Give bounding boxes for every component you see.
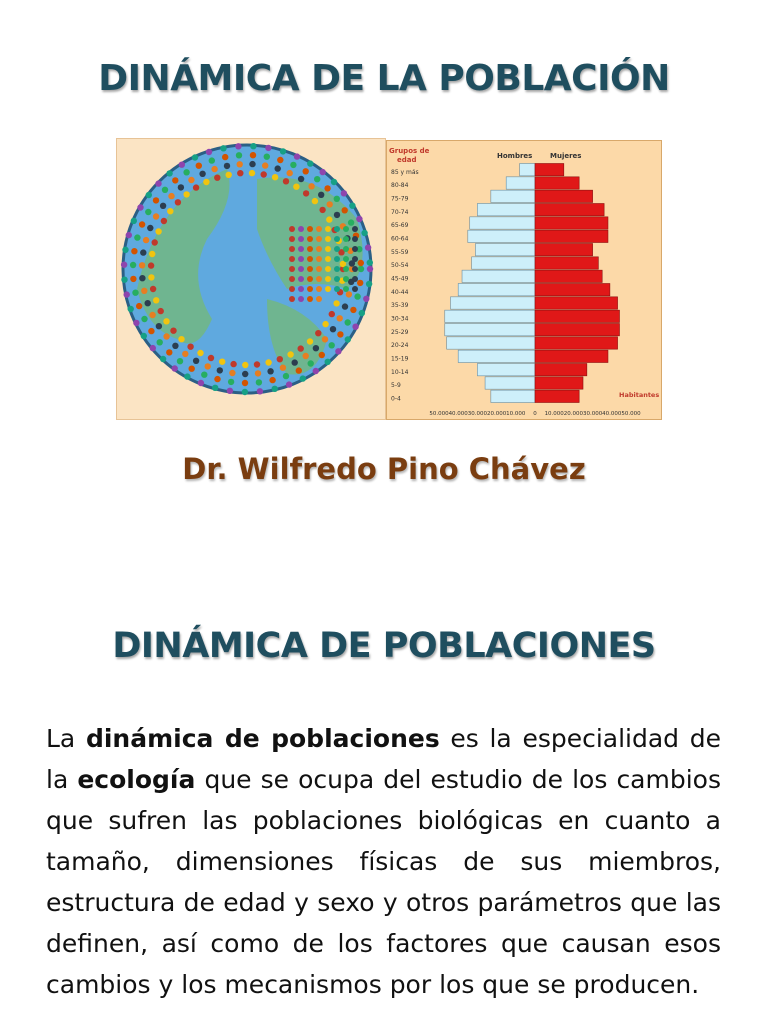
bar-women-20-24 bbox=[535, 337, 618, 349]
age-label: 40-44 bbox=[391, 288, 409, 296]
bar-women-70-74 bbox=[535, 204, 604, 216]
age-label: 15-19 bbox=[391, 355, 409, 363]
x-tick-label: 10.000 bbox=[506, 411, 526, 417]
bar-men-85-y-más bbox=[520, 164, 535, 176]
age-axis-title-line-2: edad bbox=[397, 156, 417, 164]
age-label: 50-54 bbox=[391, 262, 409, 270]
age-label: 60-64 bbox=[391, 235, 409, 243]
globe-people-icon bbox=[117, 139, 386, 420]
paragraph-text-1: La bbox=[46, 724, 86, 753]
age-label: 10-14 bbox=[391, 368, 409, 376]
bar-women-25-29 bbox=[535, 324, 619, 336]
bar-men-50-54 bbox=[472, 257, 535, 269]
x-tick-label: 30.000 bbox=[467, 411, 488, 417]
slide-definition bbox=[0, 560, 768, 1024]
x-tick-label: 0 bbox=[533, 411, 537, 417]
bar-men-60-64 bbox=[468, 230, 535, 242]
bar-men-0-4 bbox=[491, 390, 535, 402]
population-pyramid-chart bbox=[386, 140, 662, 420]
bar-women-15-19 bbox=[535, 350, 608, 362]
bar-men-15-19 bbox=[458, 350, 535, 362]
bar-men-80-84 bbox=[506, 177, 535, 189]
bar-men-65-69 bbox=[470, 217, 535, 229]
paragraph-bold-term-1: dinámica de poblaciones bbox=[85, 724, 440, 753]
age-label: 0-4 bbox=[391, 395, 401, 403]
bar-women-0-4 bbox=[535, 390, 579, 402]
bar-women-80-84 bbox=[535, 177, 579, 189]
legend-men: Hombres bbox=[497, 152, 533, 160]
legend-women: Mujeres bbox=[550, 152, 582, 160]
x-tick-label: 50.000 bbox=[429, 411, 449, 417]
slide-title-heading: DINÁMICA DE LA POBLACIÓN bbox=[98, 58, 670, 99]
bar-women-55-59 bbox=[535, 244, 593, 256]
globe-illustration bbox=[116, 138, 386, 420]
bar-men-5-9 bbox=[485, 377, 535, 389]
x-tick-label: 40.000 bbox=[602, 411, 622, 417]
x-tick-label: 20.000 bbox=[563, 411, 584, 417]
bar-men-45-49 bbox=[462, 270, 535, 282]
bar-women-35-39 bbox=[535, 297, 618, 309]
bar-men-75-79 bbox=[491, 190, 535, 202]
age-label: 75-79 bbox=[391, 195, 409, 203]
bar-women-45-49 bbox=[535, 270, 602, 282]
paragraph-bold-term-2: ecología bbox=[77, 765, 196, 794]
bar-men-25-29 bbox=[445, 324, 535, 336]
paragraph-text-3: que se ocupa del estudio de los cambios que sufren las poblaciones biológicas en cuanto a tamaño, dimensiones físicas de sus miembros, estructura de edad y sexo y otros parámetros que las definen, así como de los factores que causan esos cambios y los mecanismos por los que se producen. bbox=[46, 765, 721, 999]
bar-men-35-39 bbox=[451, 297, 535, 309]
bar-women-30-34 bbox=[535, 310, 619, 322]
author-name: Dr. Wilfredo Pino Chávez bbox=[182, 452, 586, 486]
age-label: 30-34 bbox=[391, 315, 409, 323]
age-label: 35-39 bbox=[391, 302, 409, 310]
bar-women-65-69 bbox=[535, 217, 608, 229]
bar-women-60-64 bbox=[535, 230, 608, 242]
age-label: 45-49 bbox=[391, 275, 409, 283]
age-label: 20-24 bbox=[391, 342, 409, 350]
definition-paragraph bbox=[46, 718, 721, 1005]
bar-men-10-14 bbox=[477, 364, 535, 376]
x-tick-label: 30.000 bbox=[582, 411, 603, 417]
bar-women-5-9 bbox=[535, 377, 583, 389]
bar-men-30-34 bbox=[445, 310, 535, 322]
age-label: 80-84 bbox=[391, 182, 409, 190]
slide-definition-heading: DINÁMICA DE POBLACIONES bbox=[112, 626, 656, 666]
bar-men-40-44 bbox=[458, 284, 535, 296]
age-label: 5-9 bbox=[391, 382, 401, 390]
age-label: 25-29 bbox=[391, 328, 409, 336]
age-label: 70-74 bbox=[391, 208, 409, 216]
bar-women-75-79 bbox=[535, 190, 593, 202]
age-axis-title-line-1: Grupos de bbox=[389, 147, 430, 155]
x-tick-label: 40.000 bbox=[448, 411, 468, 417]
x-tick-label: 10.000 bbox=[544, 411, 564, 417]
x-tick-label: 20.000 bbox=[486, 411, 507, 417]
bar-men-20-24 bbox=[447, 337, 535, 349]
age-label: 55-59 bbox=[391, 248, 409, 256]
bar-men-70-74 bbox=[477, 204, 535, 216]
x-tick-label: 50.000 bbox=[621, 411, 641, 417]
age-label: 65-69 bbox=[391, 222, 409, 230]
age-label: 85 y más bbox=[391, 168, 419, 176]
population-pyramid-svg bbox=[387, 141, 662, 420]
bar-women-40-44 bbox=[535, 284, 610, 296]
bar-women-85-y-más bbox=[535, 164, 564, 176]
bar-men-55-59 bbox=[475, 244, 535, 256]
bar-women-10-14 bbox=[535, 364, 587, 376]
unit-label: Habitantes bbox=[619, 391, 660, 399]
paragraph-text-2: es la especialidad de la bbox=[46, 724, 721, 794]
bar-women-50-54 bbox=[535, 257, 598, 269]
